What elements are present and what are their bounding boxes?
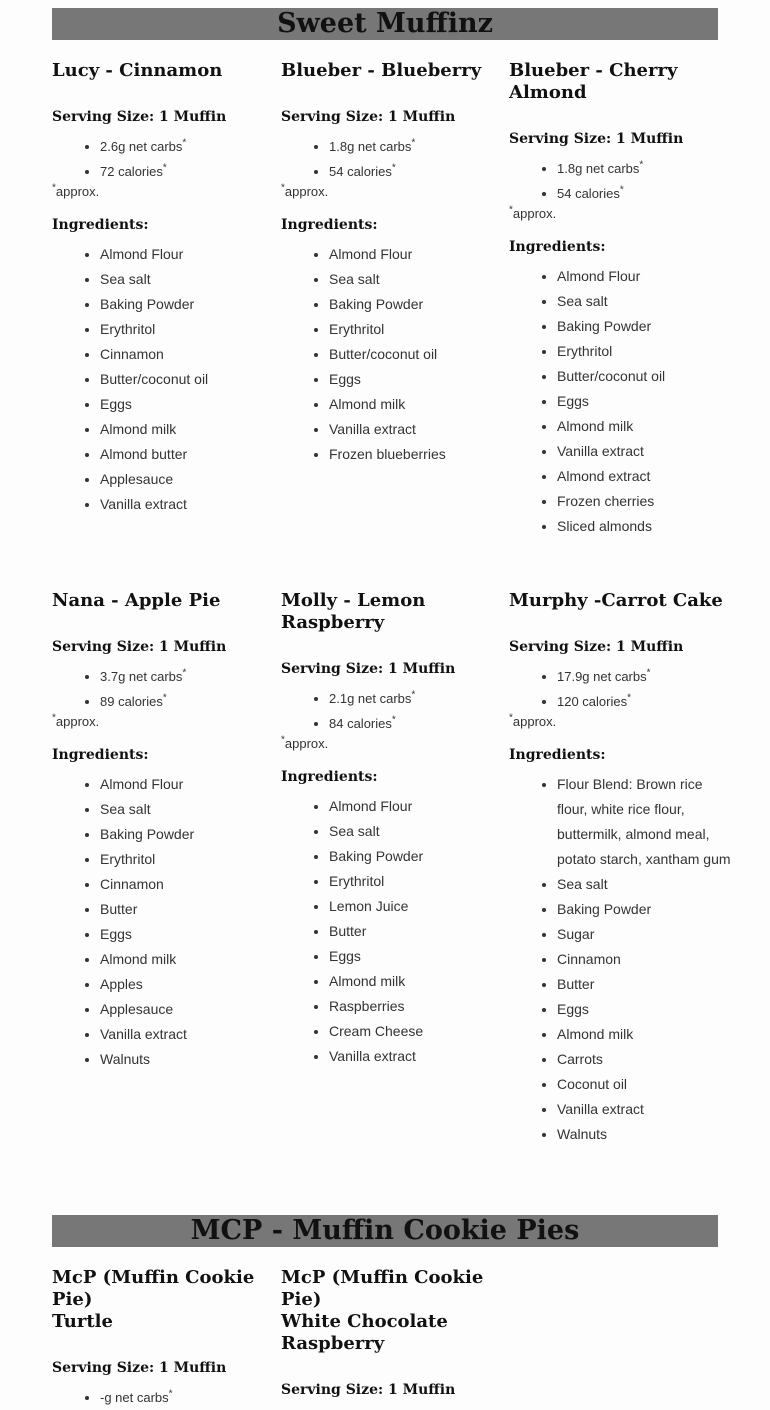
ingredient-item: • Butter bbox=[329, 919, 503, 944]
ingredients-heading: Ingredients: bbox=[509, 239, 606, 255]
mcp-card bbox=[52, 1267, 274, 1410]
ingredient-item: • Almond milk bbox=[557, 1022, 731, 1047]
ingredient-item: • Vanilla extract bbox=[100, 492, 274, 517]
ingredient-item: • Sea salt bbox=[557, 872, 731, 897]
ingredient-item: • Walnuts bbox=[557, 1122, 731, 1147]
muffin-card bbox=[281, 590, 503, 1069]
ingredient-item: • Eggs bbox=[100, 392, 274, 417]
ingredients-list bbox=[509, 772, 731, 1147]
muffin-card bbox=[281, 60, 503, 467]
ingredients-heading: Ingredients: bbox=[52, 217, 149, 233]
calories: • 54 calories* bbox=[557, 181, 731, 206]
serving-size: Serving Size: 1 Muffin bbox=[52, 639, 227, 655]
ingredient-item: • Eggs bbox=[329, 367, 503, 392]
serving-size: Serving Size: 1 Muffin bbox=[281, 109, 456, 125]
ingredient-item: • Erythritol bbox=[100, 317, 274, 342]
ingredient-item: • Sea salt bbox=[100, 797, 274, 822]
calories: • 120 calories* bbox=[557, 689, 731, 714]
card-title: Blueber - Cherry Almond bbox=[509, 60, 678, 103]
ingredient-item: • Sea salt bbox=[329, 267, 503, 292]
calories: • 89 calories* bbox=[100, 689, 274, 714]
net-carbs: • 17.9g net carbs* bbox=[557, 664, 731, 689]
card-title: McP (Muffin Cookie Pie) bbox=[281, 1267, 484, 1310]
ingredient-item: • Cinnamon bbox=[100, 872, 274, 897]
card-subtitle: Turtle bbox=[52, 1311, 113, 1332]
ingredient-item: • Vanilla extract bbox=[100, 1022, 274, 1047]
ingredient-item: • Butter/coconut oil bbox=[557, 364, 731, 389]
net-carbs: • 1.8g net carbs* bbox=[557, 156, 731, 181]
card-title: Murphy -Carrot Cake bbox=[509, 590, 723, 611]
calories: • 84 calories* bbox=[329, 711, 503, 736]
section-banner-sweet-muffinz: Sweet Muffinz bbox=[52, 8, 718, 40]
ingredient-item: • Vanilla extract bbox=[329, 1044, 503, 1069]
ingredients-list bbox=[281, 242, 503, 467]
ingredient-item: • Sea salt bbox=[557, 289, 731, 314]
ingredient-item: • Vanilla extract bbox=[557, 439, 731, 464]
ingredient-item: • Eggs bbox=[329, 944, 503, 969]
ingredient-item: • Almond Flour bbox=[557, 264, 731, 289]
net-carbs: • 2.1g net carbs* bbox=[329, 686, 503, 711]
ingredient-item: • Apples bbox=[100, 972, 274, 997]
card-title: Molly - Lemon Raspberry bbox=[281, 590, 426, 633]
net-carbs: • -g net carbs* bbox=[100, 1385, 274, 1410]
card-title: Nana - Apple Pie bbox=[52, 590, 221, 611]
ingredient-item: • Sea salt bbox=[100, 267, 274, 292]
serving-size: Serving Size: 1 Muffin bbox=[281, 1382, 456, 1398]
ingredient-item: • Lemon Juice bbox=[329, 894, 503, 919]
card-title: Blueber - Blueberry bbox=[281, 60, 482, 81]
ingredient-item: • Sliced almonds bbox=[557, 514, 731, 539]
nutrition-list bbox=[52, 134, 274, 184]
calories: • 54 calories* bbox=[329, 159, 503, 184]
ingredient-item: • Walnuts bbox=[100, 1047, 274, 1072]
ingredient-item: • Cream Cheese bbox=[329, 1019, 503, 1044]
ingredient-item: • Erythritol bbox=[329, 869, 503, 894]
approx-note: *approx. bbox=[281, 182, 329, 199]
ingredient-item: • Almond milk bbox=[100, 947, 274, 972]
nutrition-list bbox=[52, 664, 274, 714]
ingredients-heading: Ingredients: bbox=[52, 747, 149, 763]
nutrition-list bbox=[509, 664, 731, 714]
ingredient-item: • Erythritol bbox=[100, 847, 274, 872]
serving-size: Serving Size: 1 Muffin bbox=[281, 661, 456, 677]
ingredient-item: • Eggs bbox=[557, 389, 731, 414]
ingredient-item: • Frozen blueberries bbox=[329, 442, 503, 467]
serving-size: Serving Size: 1 Muffin bbox=[52, 109, 227, 125]
ingredient-item: • Carrots bbox=[557, 1047, 731, 1072]
serving-size: Serving Size: 1 Muffin bbox=[509, 131, 684, 147]
ingredient-item: • Applesauce bbox=[100, 467, 274, 492]
ingredients-list bbox=[509, 264, 731, 539]
ingredient-item: • Applesauce bbox=[100, 997, 274, 1022]
muffin-card bbox=[509, 590, 731, 1147]
ingredient-item: • Baking Powder bbox=[329, 844, 503, 869]
ingredients-list bbox=[52, 242, 274, 517]
ingredient-item: • Eggs bbox=[100, 922, 274, 947]
nutrition-list bbox=[509, 156, 731, 206]
ingredient-item: • Sea salt bbox=[329, 819, 503, 844]
ingredient-item: • Vanilla extract bbox=[557, 1097, 731, 1122]
ingredient-item: • Almond milk bbox=[557, 414, 731, 439]
muffin-card bbox=[52, 60, 274, 517]
approx-note: *approx. bbox=[281, 734, 329, 751]
ingredient-item: • Almond butter bbox=[100, 442, 274, 467]
net-carbs: • 3.7g net carbs* bbox=[100, 664, 274, 689]
ingredient-item: • Baking Powder bbox=[557, 314, 731, 339]
approx-note: *approx. bbox=[52, 712, 100, 729]
ingredients-heading: Ingredients: bbox=[281, 769, 378, 785]
mcp-card bbox=[281, 1267, 503, 1401]
ingredient-item: • Baking Powder bbox=[100, 822, 274, 847]
card-subtitle: White Chocolate Raspberry bbox=[281, 1311, 448, 1354]
ingredient-item: • Frozen cherries bbox=[557, 489, 731, 514]
ingredient-item: • Sugar bbox=[557, 922, 731, 947]
ingredient-item: • Almond milk bbox=[329, 969, 503, 994]
ingredient-item: • Flour Blend: Brown rice flour, white rice flour, buttermilk, almond meal, potato starch, xantham gum bbox=[557, 772, 731, 872]
ingredient-item: • Butter/coconut oil bbox=[329, 342, 503, 367]
ingredient-item: • Baking Powder bbox=[100, 292, 274, 317]
approx-note: *approx. bbox=[509, 712, 557, 729]
ingredient-item: • Almond extract bbox=[557, 464, 731, 489]
card-title: McP (Muffin Cookie Pie) bbox=[52, 1267, 255, 1310]
ingredient-item: • Cinnamon bbox=[557, 947, 731, 972]
ingredient-item: • Coconut oil bbox=[557, 1072, 731, 1097]
ingredients-list bbox=[281, 794, 503, 1069]
section-banner-mcp: MCP - Muffin Cookie Pies bbox=[52, 1215, 718, 1247]
ingredient-item: • Cinnamon bbox=[100, 342, 274, 367]
ingredient-item: • Vanilla extract bbox=[329, 417, 503, 442]
serving-size: Serving Size: 1 Muffin bbox=[509, 639, 684, 655]
approx-note: *approx. bbox=[52, 182, 100, 199]
ingredient-item: • Erythritol bbox=[557, 339, 731, 364]
approx-note: *approx. bbox=[509, 204, 557, 221]
muffin-card bbox=[52, 590, 274, 1072]
ingredient-item: • Almond Flour bbox=[100, 772, 274, 797]
ingredient-item: • Butter/coconut oil bbox=[100, 367, 274, 392]
net-carbs: • 2.6g net carbs* bbox=[100, 134, 274, 159]
nutrition-list bbox=[281, 134, 503, 184]
ingredient-item: • Eggs bbox=[557, 997, 731, 1022]
ingredient-item: • Erythritol bbox=[329, 317, 503, 342]
ingredient-item: • Raspberries bbox=[329, 994, 503, 1019]
muffin-card bbox=[509, 60, 731, 539]
nutrition-list bbox=[52, 1385, 274, 1410]
ingredients-heading: Ingredients: bbox=[281, 217, 378, 233]
ingredient-item: • Almond Flour bbox=[329, 242, 503, 267]
ingredient-item: • Baking Powder bbox=[557, 897, 731, 922]
ingredient-item: • Almond Flour bbox=[329, 794, 503, 819]
ingredient-item: • Almond milk bbox=[100, 417, 274, 442]
ingredients-heading: Ingredients: bbox=[509, 747, 606, 763]
ingredient-item: • Butter bbox=[100, 897, 274, 922]
ingredient-item: • Almond Flour bbox=[100, 242, 274, 267]
ingredient-item: • Baking Powder bbox=[329, 292, 503, 317]
serving-size: Serving Size: 1 Muffin bbox=[52, 1360, 227, 1376]
nutrition-list bbox=[281, 686, 503, 736]
ingredient-item: • Almond milk bbox=[329, 392, 503, 417]
ingredients-list bbox=[52, 772, 274, 1072]
ingredient-item: • Butter bbox=[557, 972, 731, 997]
calories: • 72 calories* bbox=[100, 159, 274, 184]
card-title: Lucy - Cinnamon bbox=[52, 60, 223, 81]
net-carbs: • 1.8g net carbs* bbox=[329, 134, 503, 159]
